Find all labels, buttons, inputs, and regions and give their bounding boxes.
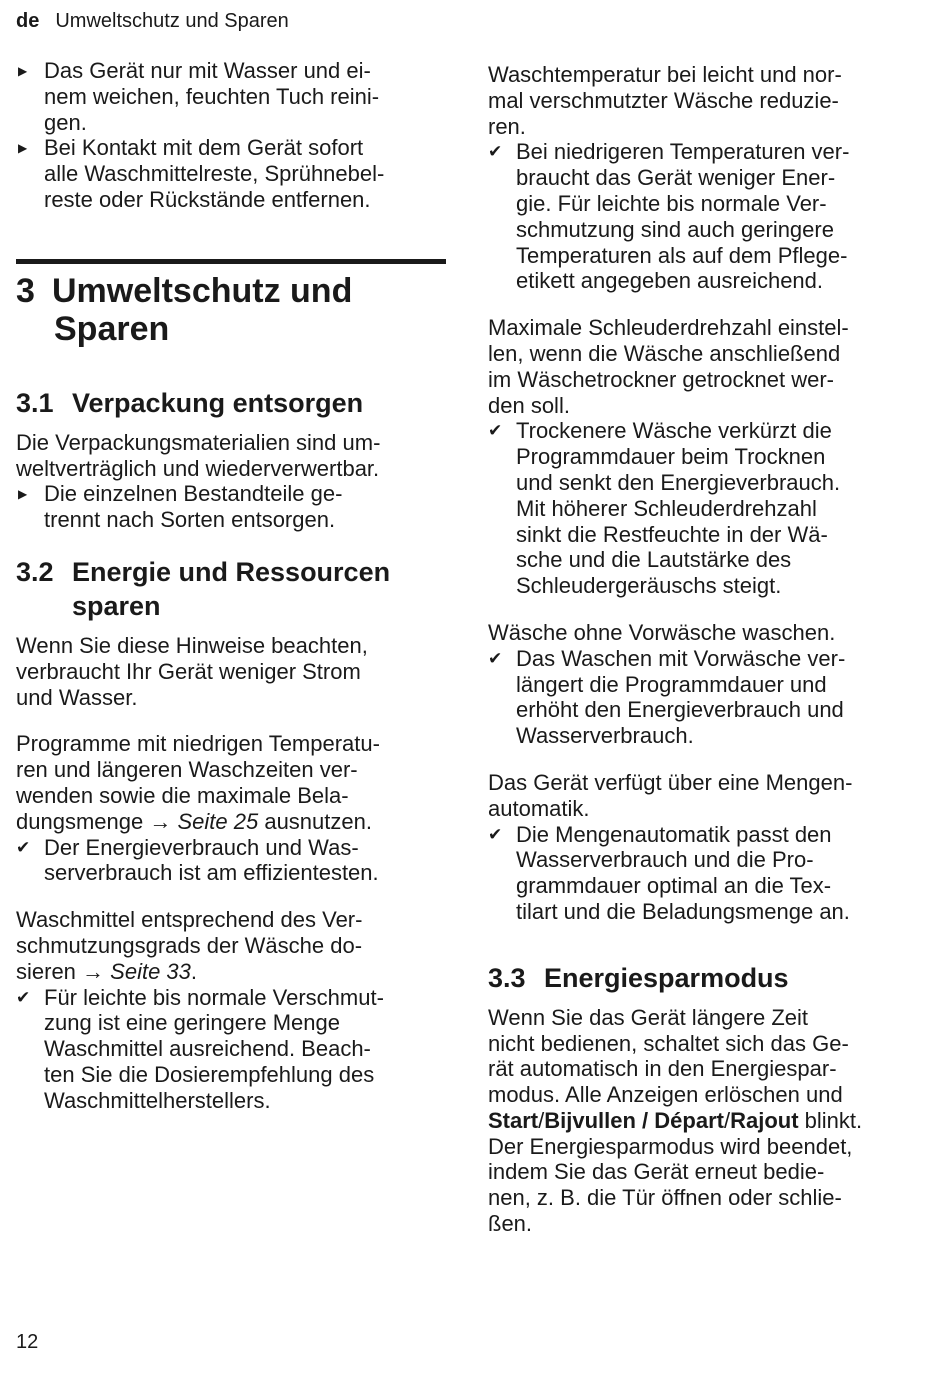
list-item: ▶ Bei Kontakt mit dem Gerät sofort alle Waschmittelreste, Sprühnebel- reste oder Rückstände entfernen. xyxy=(18,135,385,212)
list-item: ✔ Trockenere Wäsche verkürzt die Programmdauer beim Trocknen und senkt den Energieverbrauch. Mit höherer Schleuderdrehzahl sinkt die Restfeuchte in der Wä- sche und die Lautstärke des Schleudergeräuschs steigt. xyxy=(488,418,841,599)
checkmark-icon: ✔ xyxy=(488,421,503,441)
arrow-icon: → xyxy=(149,808,172,834)
list-item: ▶ Das Gerät nur mit Wasser und ei- nem weichen, feuchten Tuch reini- gen. xyxy=(18,58,380,135)
chapter-title: 3 Umweltschutz und Sparen xyxy=(16,271,353,348)
paragraph: Programme mit niedrigen Temperatu- ren und längeren Waschzeiten ver- wenden sowie die maximale Bela- dungsmenge → Seite 25 ausnutzen. xyxy=(16,731,380,834)
header-title: Umweltschutz und Sparen xyxy=(55,10,289,32)
checkmark-icon: ✔ xyxy=(488,824,503,844)
running-header xyxy=(16,9,289,33)
paragraph: Wenn Sie das Gerät längere Zeit nicht bedienen, schaltet sich das Ge- rät automatisch in den Energiespar- modus. Alle Anzeigen erlöschen und Start/Bijvullen / Départ/Rajout blinkt. Der Energiesparmodus wird beendet, indem Sie das Gerät erneut bedie- nen, z. B. die Tür öffnen oder schlie- ßen. xyxy=(488,1004,863,1237)
chapter-rule xyxy=(16,259,446,264)
list-item: ✔ Für leichte bis normale Verschmut- zung ist eine geringere Menge Waschmittel ausreichend. Beach- ten Sie die Dosierempfehlung des Waschmittelherstellers. xyxy=(16,984,384,1113)
triangle-bullet-icon: ▶ xyxy=(18,141,28,156)
paragraph: Wäsche ohne Vorwäsche waschen. xyxy=(488,619,836,645)
button-label-rajout: Rajout xyxy=(730,1107,799,1133)
button-label-bijvullen-depart: Bijvullen / Départ xyxy=(544,1107,724,1133)
page-reference-link[interactable]: Seite 25 xyxy=(177,808,259,834)
page-number: 12 xyxy=(16,1331,39,1353)
right-column xyxy=(488,62,918,1237)
arrow-icon: → xyxy=(82,958,105,984)
list-item: ✔ Der Energieverbrauch und Was- serverbrauch ist am effizientesten. xyxy=(16,834,379,886)
list-item: ✔ Bei niedrigeren Temperaturen ver- braucht das Gerät weniger Ener- gie. Für leichte bis normale Ver- schmutzung sind auch geringere Temperaturen als auf dem Pflege- etikett angegeben ausreichend. xyxy=(488,139,850,294)
checkmark-icon: ✔ xyxy=(488,648,503,668)
section-heading-3-3: 3.3 Energiesparmodus xyxy=(488,962,789,993)
paragraph: Waschtemperatur bei leicht und nor- mal verschmutzter Wäsche reduzie- ren. xyxy=(488,62,842,139)
list-item: ✔ Die Mengenautomatik passt den Wasserverbrauch und die Pro- grammdauer optimal an die Tex- tilart und die Beladungsmenge an. xyxy=(488,821,850,924)
language-code: de xyxy=(16,10,40,32)
checkmark-icon: ✔ xyxy=(488,142,503,162)
triangle-bullet-icon: ▶ xyxy=(18,487,28,502)
paragraph: Maximale Schleuderdrehzahl einstel- len, wenn die Wäsche anschließend im Wäschetrockner getrocknet wer- den soll. xyxy=(488,315,849,418)
section-heading-3-2: 3.2 Energie und Ressourcen sparen xyxy=(16,556,391,621)
list-item: ▶ Die einzelnen Bestandteile ge- trennt nach Sorten entsorgen. xyxy=(18,481,343,533)
checkmark-icon: ✔ xyxy=(16,837,31,857)
paragraph: Die Verpackungsmaterialien sind um- weltverträglich und wiederverwertbar. xyxy=(16,429,381,481)
list-item: ✔ Das Waschen mit Vorwäsche ver- längert die Programmdauer und erhöht den Energieverbrauch und Wasserverbrauch. xyxy=(488,645,846,749)
left-column xyxy=(16,58,446,1114)
paragraph: Das Gerät verfügt über eine Mengen- automatik. xyxy=(488,769,853,821)
page-reference-link[interactable]: Seite 33 xyxy=(110,958,191,984)
paragraph: Wenn Sie diese Hinweise beachten, verbraucht Ihr Gerät weniger Strom und Wasser. xyxy=(16,632,368,710)
section-heading-3-1: 3.1 Verpackung entsorgen xyxy=(16,387,364,418)
triangle-bullet-icon: ▶ xyxy=(18,64,28,78)
button-label-start: Start xyxy=(488,1107,539,1133)
checkmark-icon: ✔ xyxy=(16,987,31,1007)
paragraph: Waschmittel entsprechend des Ver- schmutzungsgrads der Wäsche do- sieren → Seite 33. xyxy=(16,907,363,984)
